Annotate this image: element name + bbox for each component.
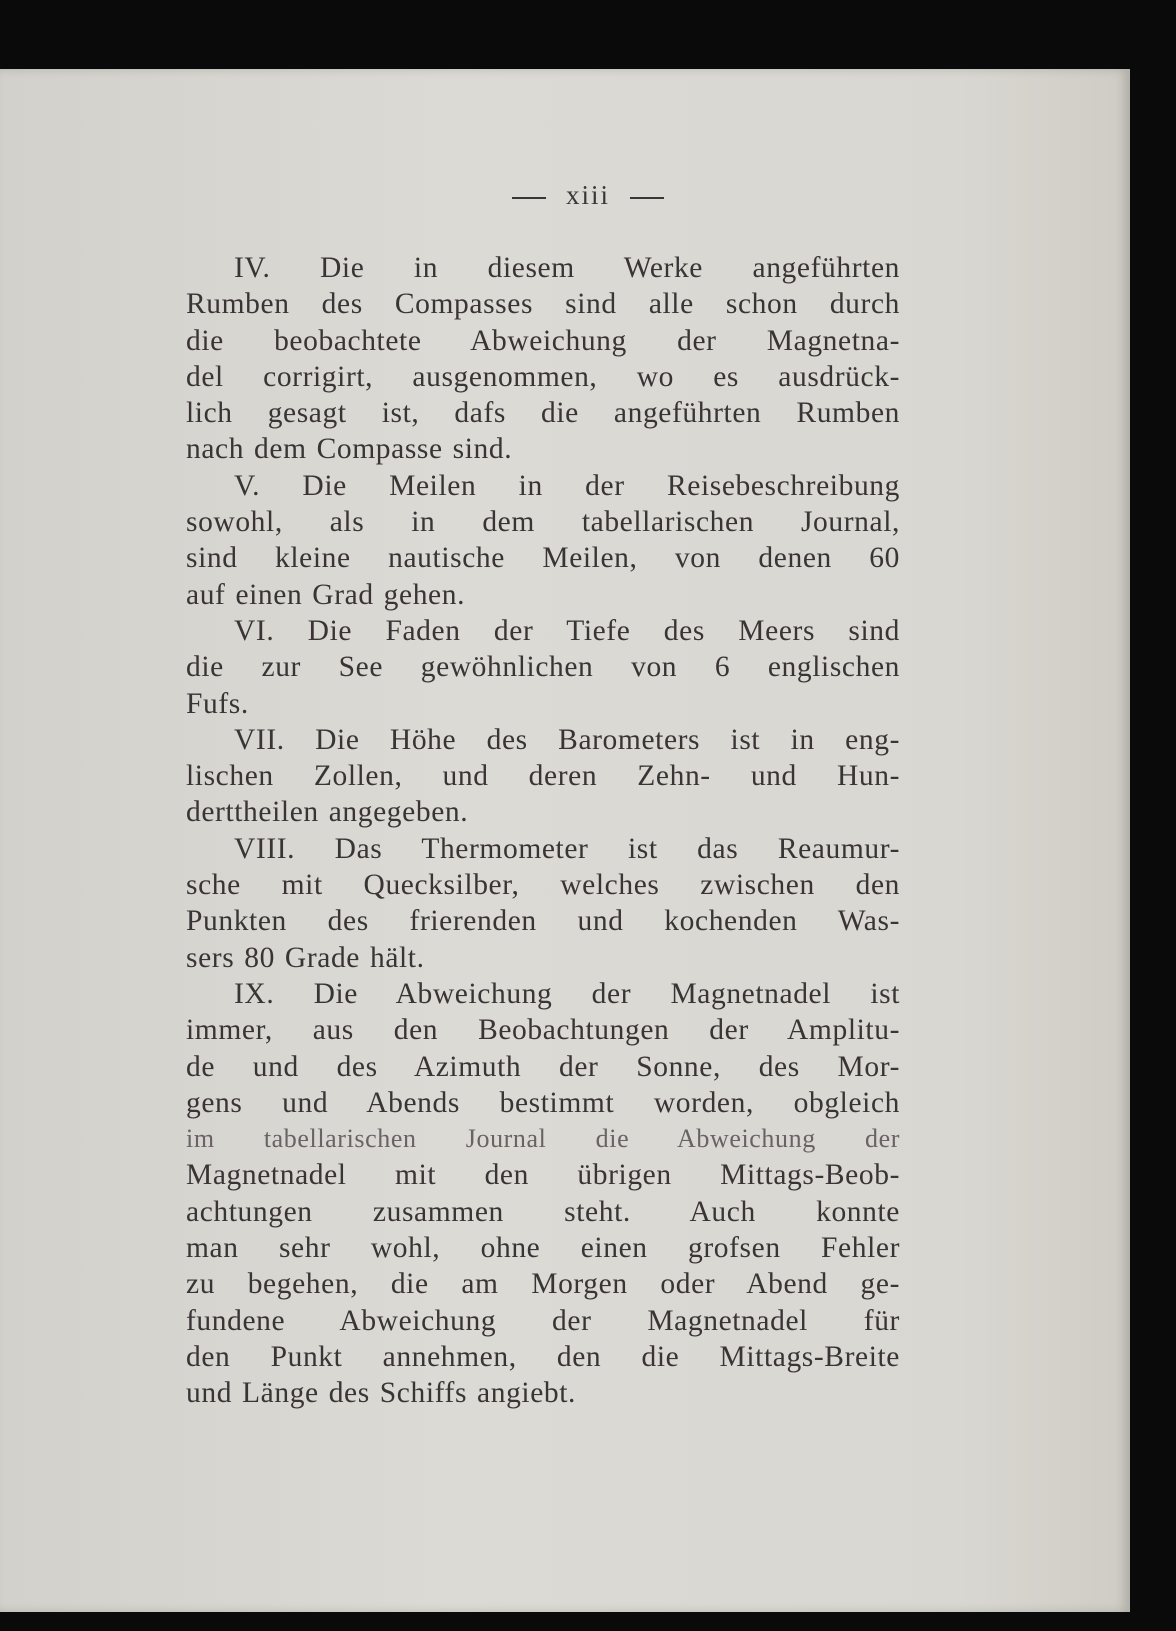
text-line: achtungen zusammen steht. Auch konnte xyxy=(186,1195,900,1228)
page-header xyxy=(0,180,1176,211)
text-line: Punkten des frierenden und kochenden Was- xyxy=(186,905,900,938)
text-line: VII. Die Höhe des Barometers ist in eng- xyxy=(234,723,900,756)
text-line: fundene Abweichung der Magnetnadel für xyxy=(186,1304,900,1337)
text-line: sers 80 Grade hält. xyxy=(186,941,425,974)
text-line: gens und Abends bestimmt worden, obgleich xyxy=(186,1086,900,1119)
text-line: auf einen Grad gehen. xyxy=(186,578,466,611)
header-dash-left xyxy=(512,197,546,199)
text-line: Fufs. xyxy=(186,687,249,720)
text-line: sind kleine nautische Meilen, von denen 60 xyxy=(186,542,900,575)
text-line: IX. Die Abweichung der Magnetnadel ist xyxy=(234,977,900,1010)
text-line: derttheilen angegeben. xyxy=(186,796,469,829)
text-line: im tabellarischen Journal die Abweichung der xyxy=(186,1124,900,1154)
text-line: den Punkt annehmen, den die Mittags-Breite xyxy=(186,1340,900,1373)
text-line: lischen Zollen, und deren Zehn- und Hun- xyxy=(186,760,900,793)
text-line: Rumben des Compasses sind alle schon durch xyxy=(186,288,900,321)
text-line: zu begehen, die am Morgen oder Abend ge- xyxy=(186,1268,900,1301)
text-line: und Länge des Schiffs angiebt. xyxy=(186,1377,577,1410)
text-line: IV. Die in diesem Werke angeführten xyxy=(234,252,900,284)
header-dash-right xyxy=(630,197,664,199)
text-line: nach dem Compasse sind. xyxy=(186,433,513,466)
text-line: sowohl, als in dem tabellarischen Journal, xyxy=(186,506,900,539)
text-line: die beobachtete Abweichung der Magnetna- xyxy=(186,324,900,357)
text-line: VIII. Das Thermometer ist das Reaumur- xyxy=(234,832,900,865)
text-line: V. Die Meilen in der Reisebeschreibung xyxy=(234,469,900,502)
text-line: del corrigirt, ausgenommen, wo es ausdrück- xyxy=(186,360,900,393)
text-line: lich gesagt ist, dafs die angeführten Rumben xyxy=(186,397,900,430)
text-line: sche mit Quecksilber, welches zwischen den xyxy=(186,869,900,902)
text-line: immer, aus den Beobachtungen der Amplitu- xyxy=(186,1014,900,1047)
text-line: die zur See gewöhnlichen von 6 englischen xyxy=(186,651,900,684)
text-line: man sehr wohl, ohne einen grofsen Fehler xyxy=(186,1232,900,1265)
text-line: de und des Azimuth der Sonne, des Mor- xyxy=(186,1050,900,1083)
body-text xyxy=(186,250,900,1412)
page-number: xiii xyxy=(565,180,610,210)
text-line: Magnetnadel mit den übrigen Mittags-Beob- xyxy=(186,1159,900,1192)
text-line: VI. Die Faden der Tiefe des Meers sind xyxy=(234,614,900,647)
